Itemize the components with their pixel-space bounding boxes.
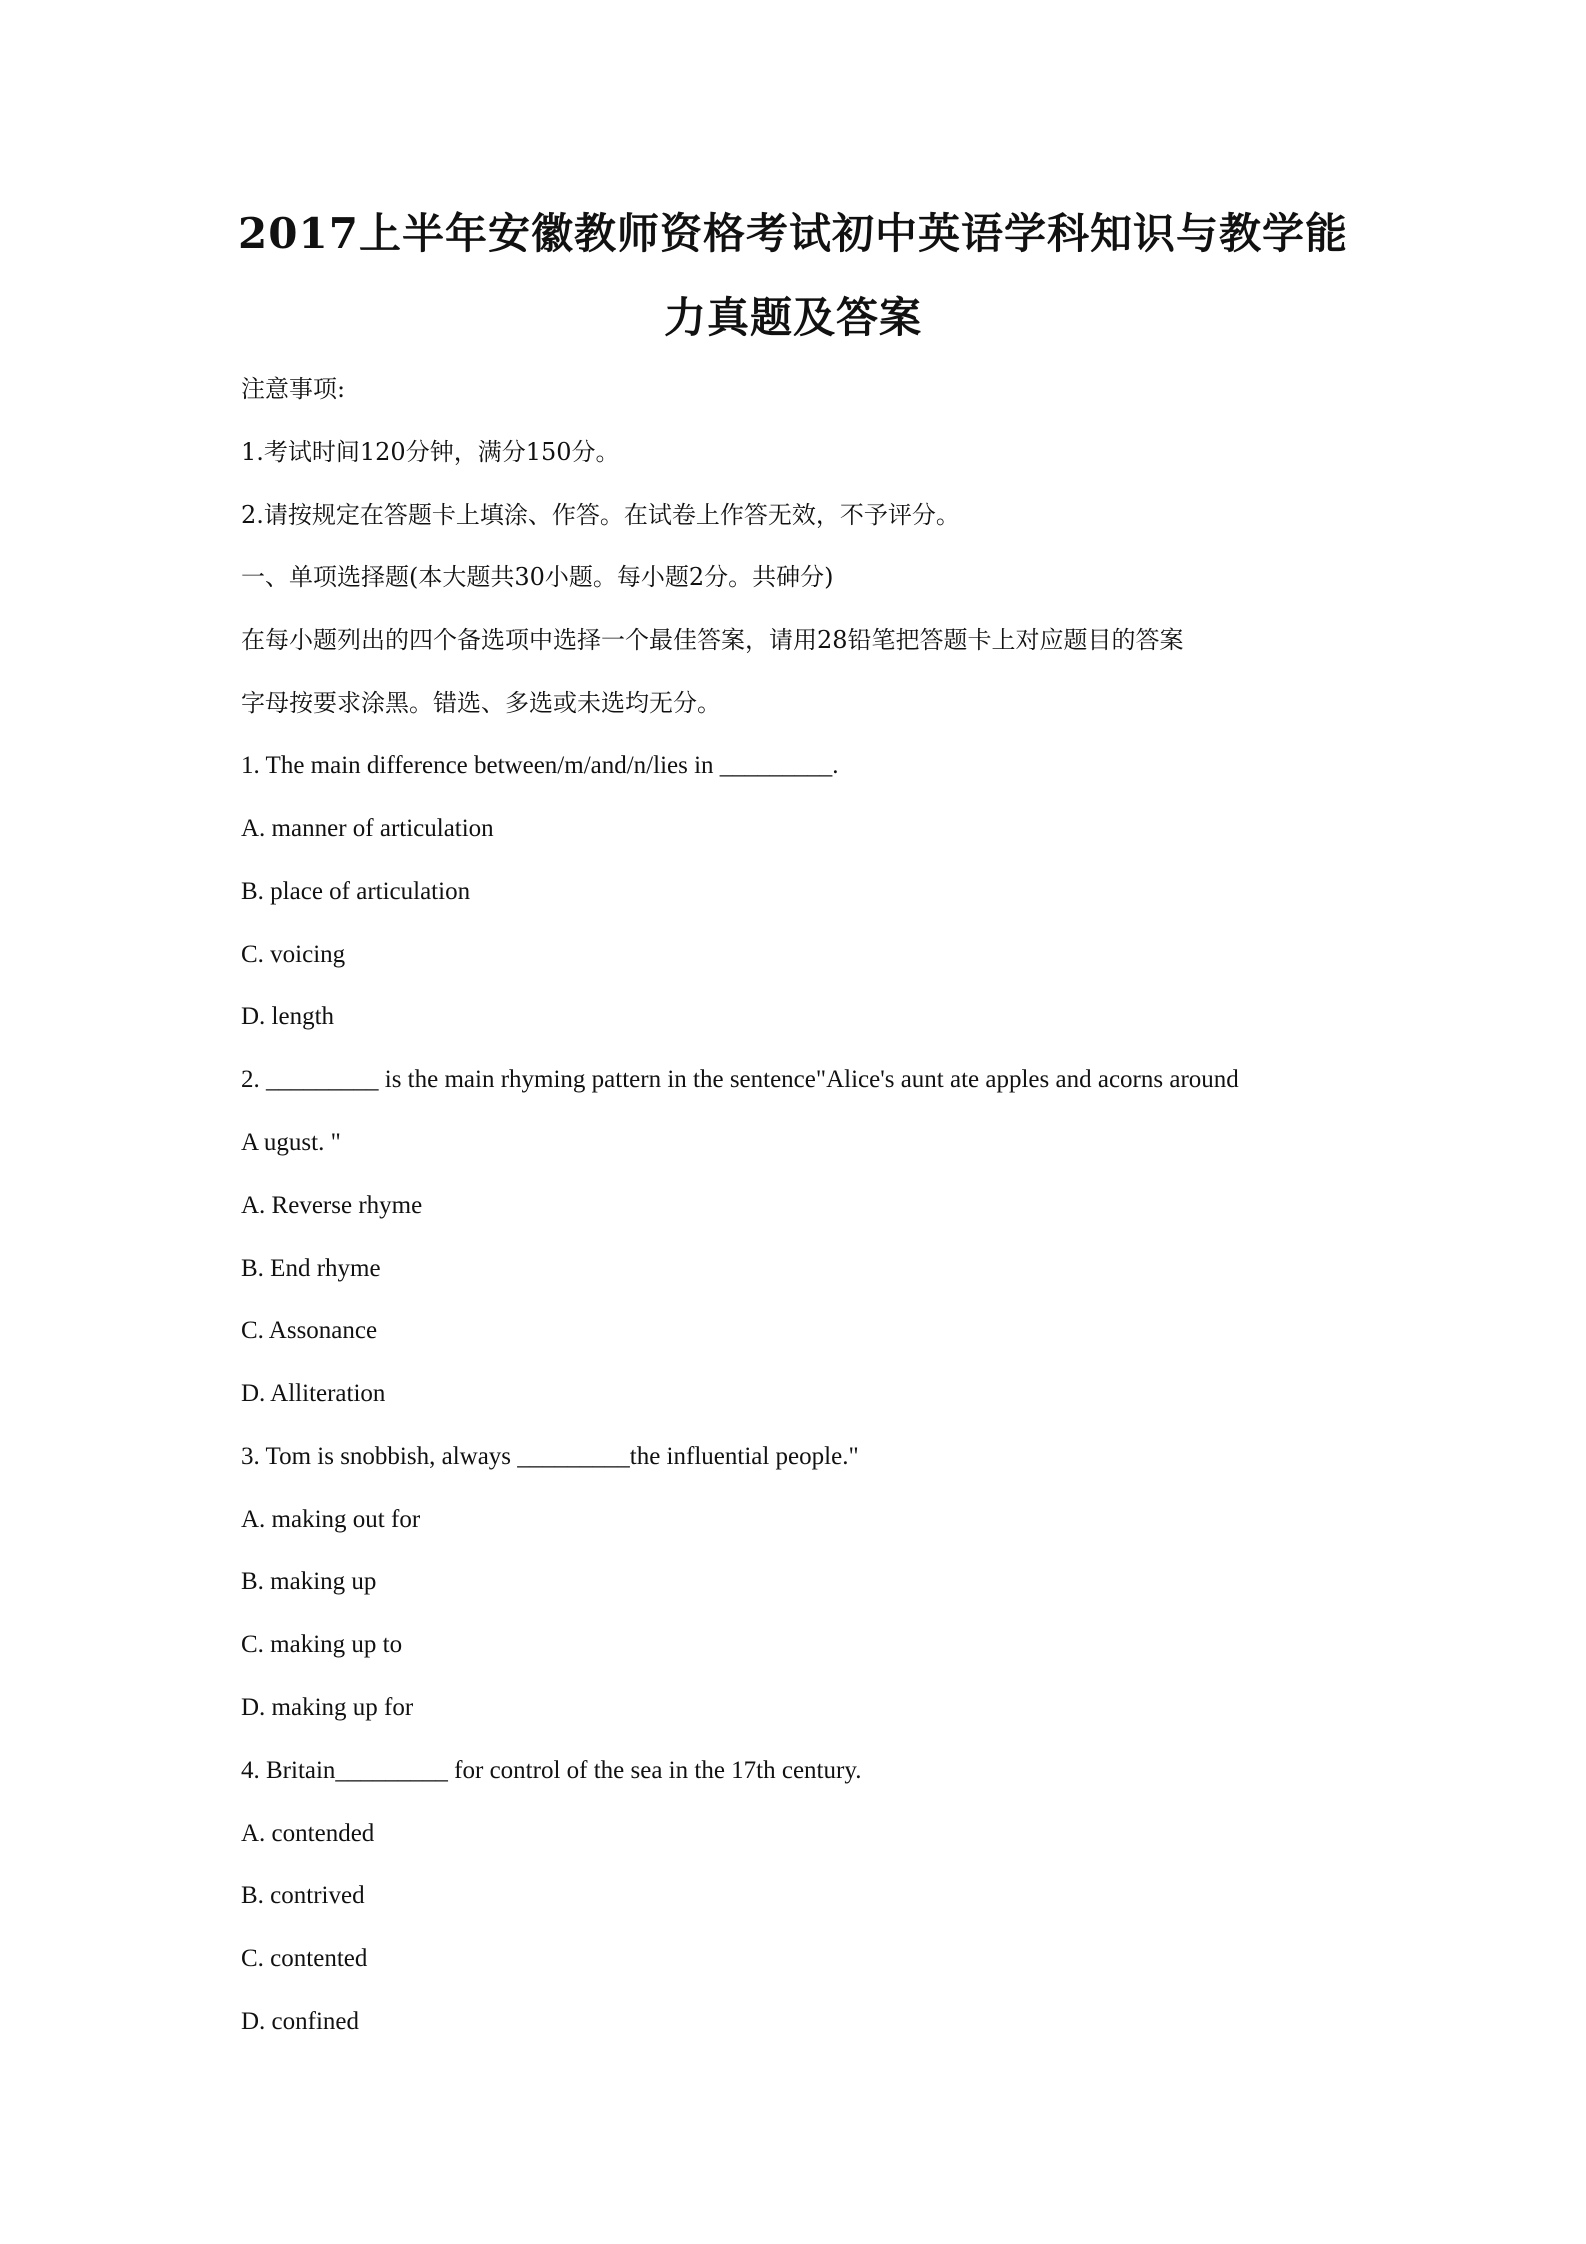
section-heading: 一、单项选择题(本大题共30小题。每小题2分。共砷分)	[241, 563, 834, 591]
question-stem-continued: A ugust. "	[241, 1129, 341, 1156]
section-instruction: 在每小题列出的四个备选项中选择一个最佳答案，请用28铅笔把答题卡上对应题目的答案	[241, 626, 1184, 654]
note-item: 1.考试时间120分钟，满分150分。	[241, 438, 620, 466]
question-option: C. making up to	[241, 1631, 403, 1658]
question-option: C. Assonance	[241, 1317, 378, 1344]
document-title-line-1: 2017上半年安徽教师资格考试初中英语学科知识与教学能	[238, 209, 1348, 258]
question-option: B. contrived	[241, 1882, 365, 1909]
notes-heading: 注意事项:	[241, 375, 346, 403]
question-option: A. contended	[241, 1820, 375, 1847]
question-stem: 3. Tom is snobbish, always _________the influential people."	[241, 1443, 859, 1470]
question-option: C. voicing	[241, 941, 346, 968]
question-option: D. confined	[241, 2008, 360, 2035]
question-option: A. Reverse rhyme	[241, 1192, 423, 1219]
question-option: B. End rhyme	[241, 1255, 381, 1282]
question-option: A. manner of articulation	[241, 815, 494, 842]
question-stem: 4. Britain_________ for control of the sea in the 17th century.	[241, 1757, 862, 1784]
document-title-line-2: 力真题及答案	[663, 293, 922, 342]
question-option: A. making out for	[241, 1506, 421, 1533]
question-option: D. making up for	[241, 1694, 414, 1721]
question-option: B. place of articulation	[241, 878, 471, 905]
question-option: C. contented	[241, 1945, 368, 1972]
question-option: D. Alliteration	[241, 1380, 386, 1407]
section-instruction: 字母按要求涂黑。错选、多选或未选均无分。	[241, 689, 721, 717]
question-stem: 1. The main difference between/m/and/n/lies in _________.	[241, 752, 839, 779]
note-item: 2.请按规定在答题卡上填涂、作答。在试卷上作答无效，不予评分。	[241, 501, 960, 529]
question-option: D. length	[241, 1003, 335, 1030]
question-stem: 2. _________ is the main rhyming pattern in the sentence"Alice's aunt ate apples and acorns around	[241, 1066, 1239, 1093]
question-option: B. making up	[241, 1568, 377, 1595]
